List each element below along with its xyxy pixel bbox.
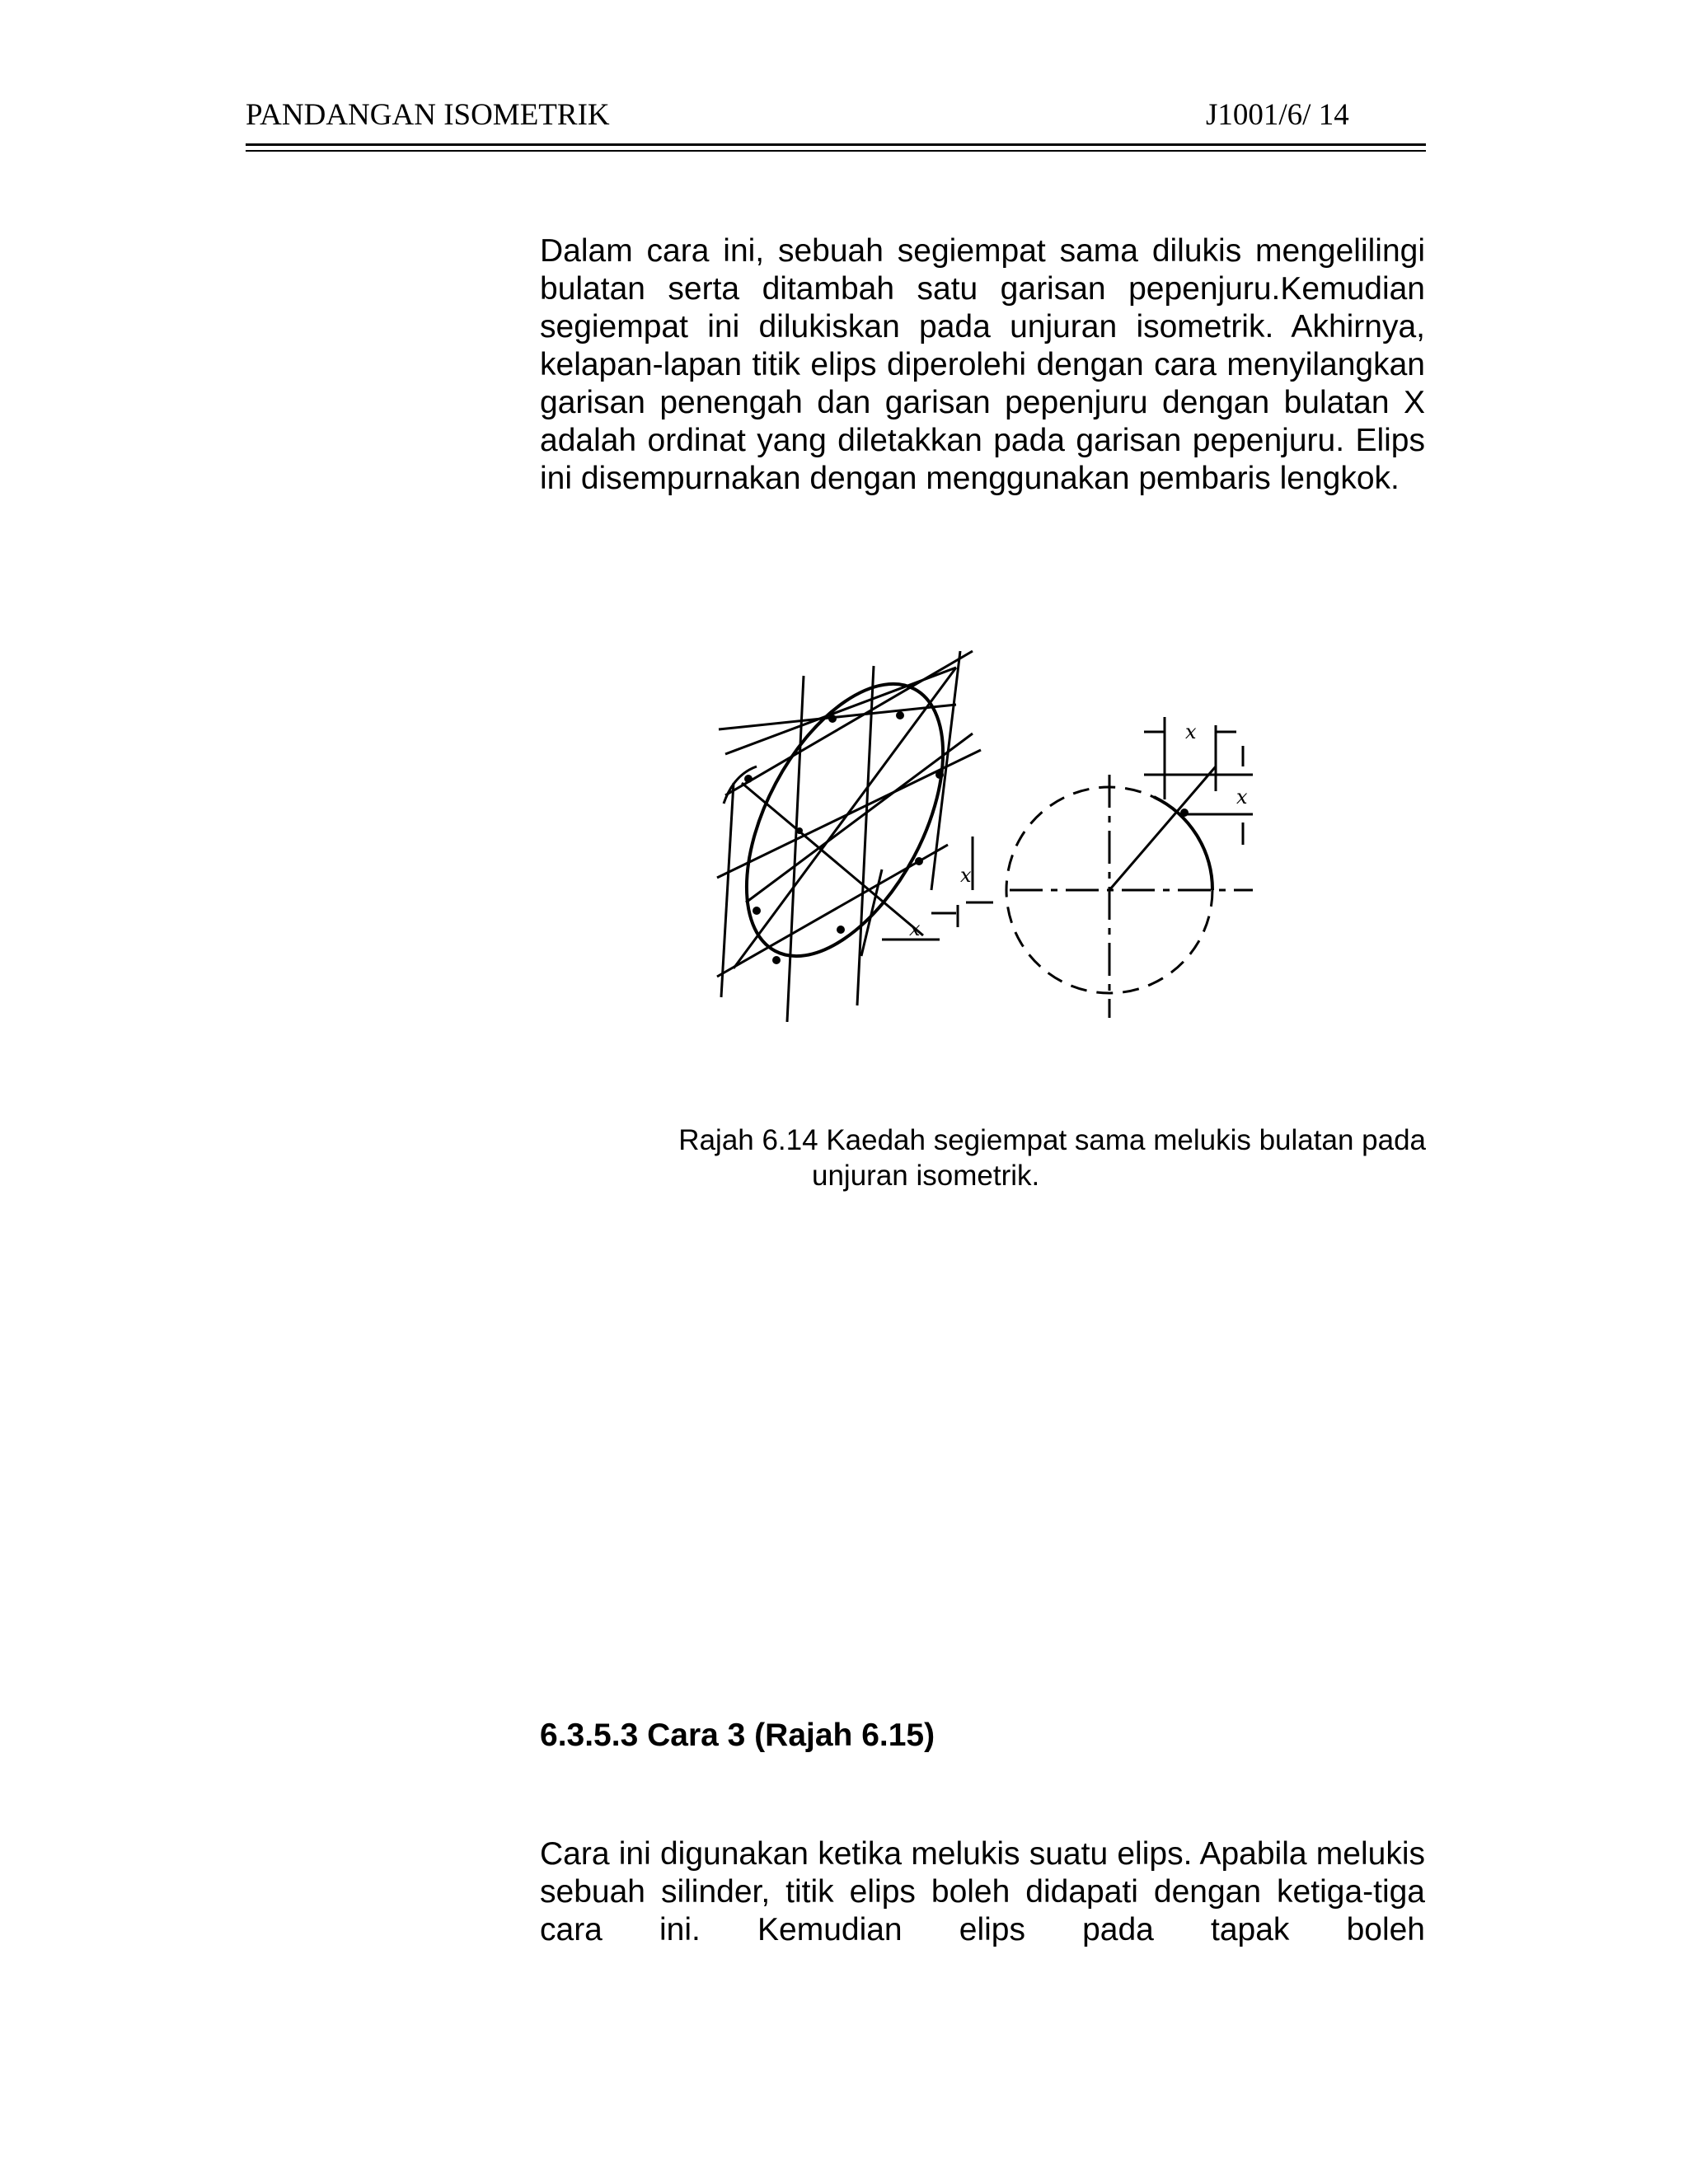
isometric-square-construction [717, 651, 981, 1022]
header-page-ref: J1001/6/ 14 [1206, 98, 1349, 132]
header-rule-thick [246, 143, 1426, 146]
figure-caption [577, 1122, 1426, 1193]
isometric-circle-figure [709, 643, 1286, 1022]
isometric-ellipse [709, 652, 983, 987]
figure-label-x-2: x [909, 917, 921, 940]
section-heading: 6.3.5.3 Cara 3 (Rajah 6.15) [540, 1718, 935, 1753]
caption-line-1: Rajah 6.14 Kaedah segiempat sama melukis bulatan pada [678, 1124, 1426, 1156]
caption-line-2: unjuran isometrik. [812, 1160, 1040, 1192]
body-paragraph-1: Dalam cara ini, sebuah segiempat sama dilukis mengelilingi bulatan serta ditambah satu garisan pepenjuru.Kemudian segiempat ini dilukiskan pada unjuran isometrik. Akhirnya, kelapan-lapan titik elips diperolehi dengan cara menyilangkan garisan penengah dan garisan pepenjuru dengan bulatan X adalah ordinat yang diletakkan pada garisan pepenjuru. Elips ini disempurnakan dengan menggunakan pembaris lengkok. [540, 233, 1425, 496]
header-rule-thin [246, 150, 1426, 152]
figure-label-x-4: x [1236, 785, 1248, 808]
figure-label-x-3: x [1185, 720, 1197, 743]
body-paragraph-2: Cara ini digunakan ketika melukis suatu elips. Apabila melukis sebuah silinder, titik elips boleh didapati dengan ketiga-tiga cara ini. Kemudian elips pada tapak boleh [540, 1836, 1425, 1947]
figure-label-x-1: x [960, 864, 972, 887]
header-title: PANDANGAN ISOMETRIK [246, 98, 610, 132]
